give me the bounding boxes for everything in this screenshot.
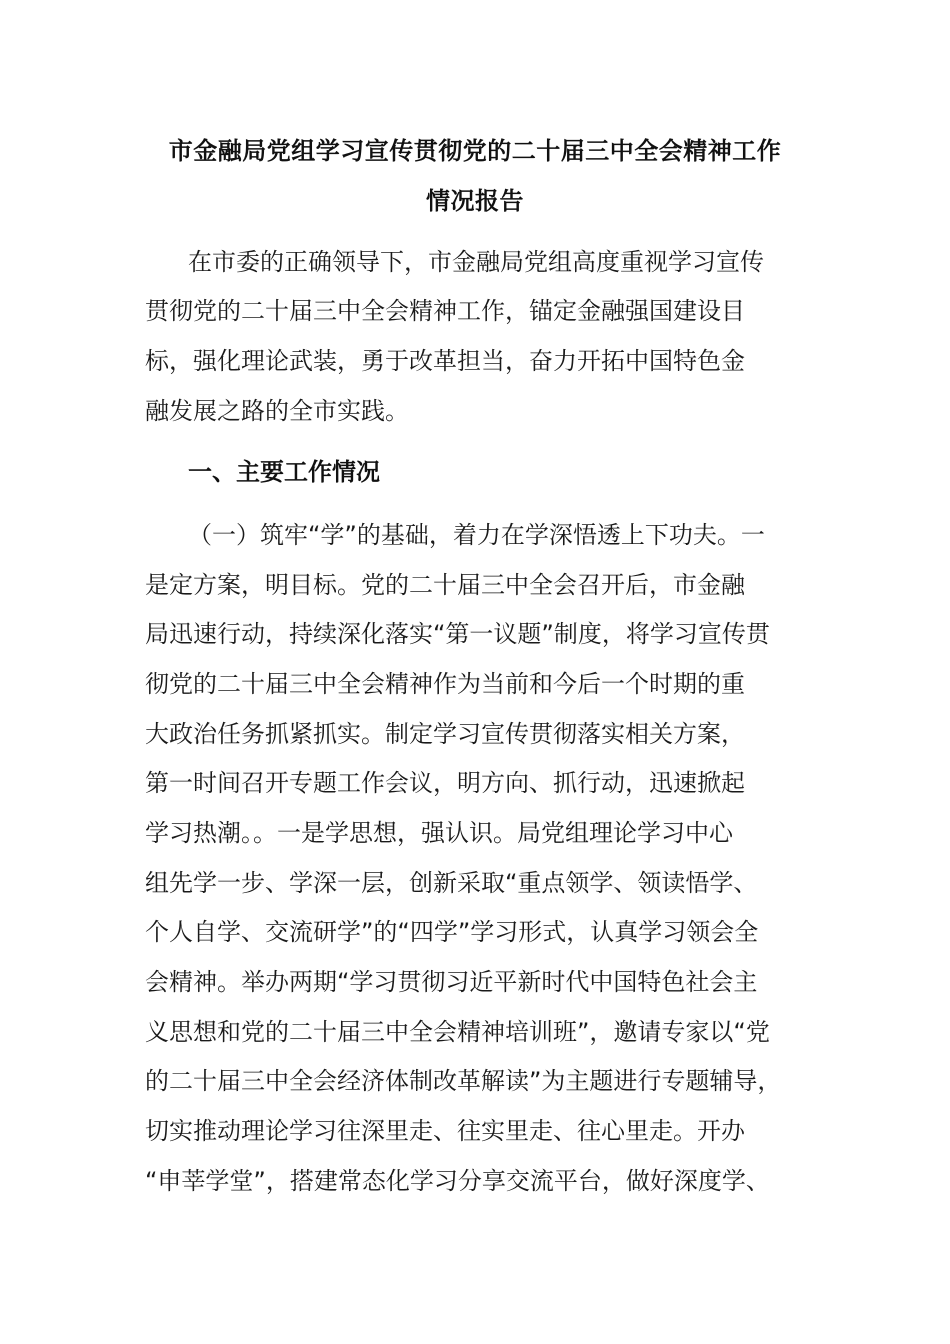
body-paragraph-line: （一）筑牢“学”的基础，着力在学深悟透上下功夫。一 — [188, 521, 765, 549]
body-paragraph-line: 第一时间召开专题工作会议，明方向、抓行动，迅速掀起 — [145, 769, 745, 797]
body-paragraph-line: 学习热潮。。一是学思想，强认识。局党组理论学习中心 — [145, 819, 733, 847]
intro-paragraph-line: 融发展之路的全市实践。 — [145, 397, 409, 425]
body-paragraph-line: 彻党的二十届三中全会精神作为当前和今后一个时期的重 — [145, 670, 745, 698]
body-paragraph-line: 的二十届三中全会经济体制改革解读”为主题进行专题辅导， — [145, 1067, 782, 1095]
document-title-line-1: 市金融局党组学习宣传贯彻党的二十届三中全会精神工作 — [168, 137, 782, 165]
body-paragraph-line: 义思想和党的二十届三中全会精神培训班”，邀请专家以“党 — [145, 1018, 770, 1046]
document-title-line-2: 情况报告 — [426, 187, 524, 215]
body-paragraph-line: 个人自学、交流研学”的“四学”学习形式，认真学习领会全 — [145, 918, 759, 946]
body-paragraph-line: 会精神。举办两期“学习贯彻习近平新时代中国特色社会主 — [145, 968, 758, 996]
body-paragraph-line: 局迅速行动，持续深化落实“第一议题”制度，将学习宣传贯 — [145, 620, 770, 648]
body-paragraph-line: 大政治任务抓紧抓实。制定学习宣传贯彻落实相关方案， — [145, 720, 745, 748]
intro-paragraph-line: 在市委的正确领导下，市金融局党组高度重视学习宣传 — [188, 248, 764, 276]
body-paragraph-line: 是定方案，明目标。党的二十届三中全会召开后，市金融 — [145, 571, 745, 599]
intro-paragraph-line: 贯彻党的二十届三中全会精神工作，锚定金融强国建设目 — [145, 297, 745, 325]
section-heading: 一、主要工作情况 — [188, 458, 380, 486]
body-paragraph-line: 组先学一步、学深一层，创新采取“重点领学、领读悟学、 — [145, 869, 758, 897]
body-paragraph-line: “申莘学堂”，搭建常态化学习分享交流平台，做好深度学、 — [145, 1167, 770, 1195]
intro-paragraph-line: 标，强化理论武装，勇于改革担当，奋力开拓中国特色金 — [145, 347, 745, 375]
body-paragraph-line: 切实推动理论学习往深里走、往实里走、往心里走。开办 — [145, 1117, 745, 1145]
